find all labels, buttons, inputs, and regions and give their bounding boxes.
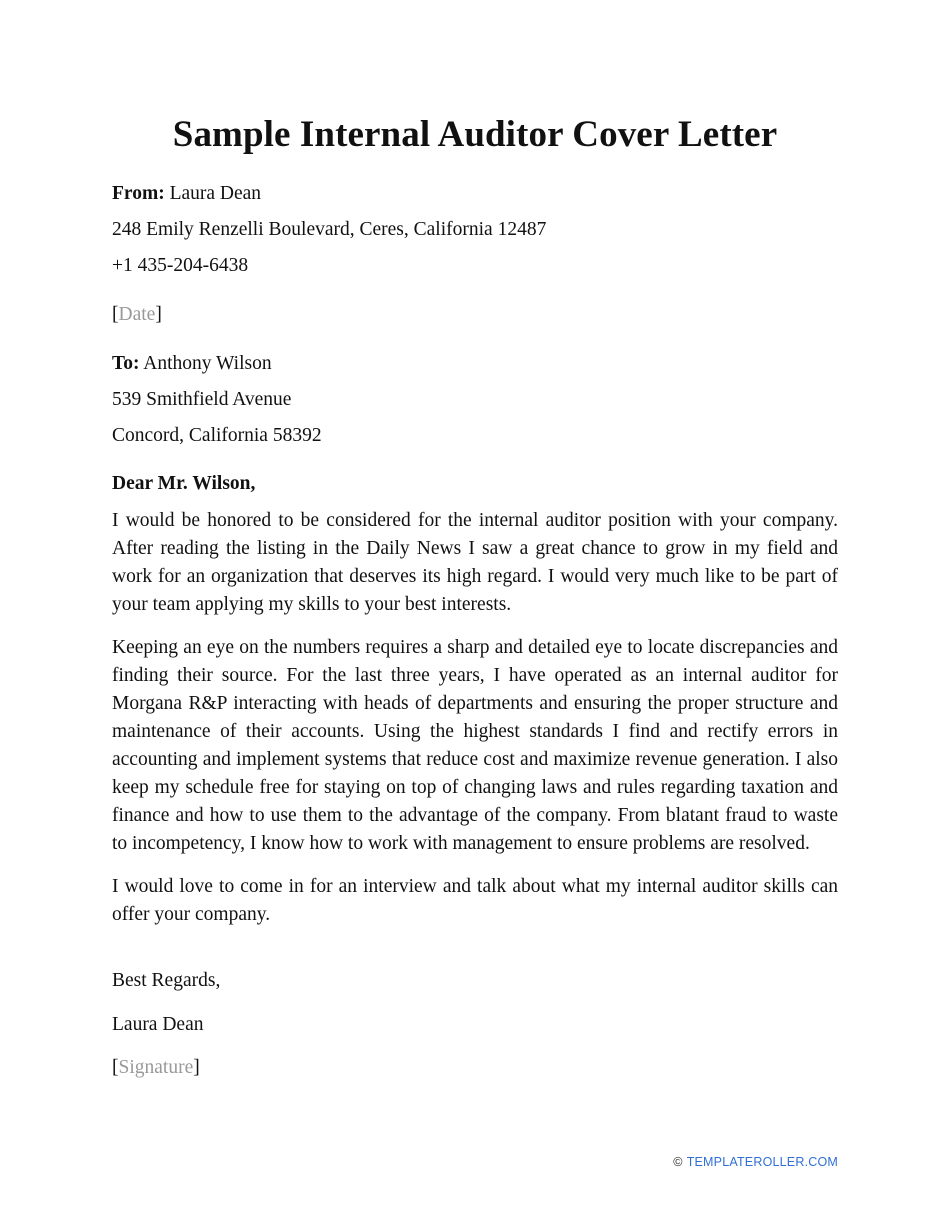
signature-placeholder: Signature <box>118 1057 194 1078</box>
body-paragraph: I would love to come in for an interview and talk about what my internal auditor skills can offer your company. <box>112 876 838 925</box>
recipient-name: Anthony Wilson <box>143 353 272 374</box>
date-field: [Date] <box>112 304 162 325</box>
sender-address: 248 Emily Renzelli Boulevard, Ceres, California 12487 <box>112 219 547 240</box>
footer-link[interactable] <box>673 1155 838 1169</box>
to-label: To: <box>112 353 140 374</box>
date-placeholder: Date <box>118 304 156 325</box>
closing: Best Regards, <box>112 970 221 991</box>
sender-name: Laura Dean <box>169 183 262 204</box>
recipient-city: Concord, California 58392 <box>112 425 322 446</box>
body-paragraph: Keeping an eye on the numbers requires a sharp and detailed eye to locate discrepancies and finding their source. For the last three years, I have operated as an internal auditor for Morgana R&P interacting with heads of departments and ensuring the proper structure and maintenance of their accounts. Using the highest standards I find and rectify errors in accounting and implement systems that reduce cost and maximize revenue generation. I also keep my schedule free for staying on top of changing laws and rules regarding taxation and finance and how to use them to the advantage of the company. From blatant fraud to waste to incompetency, I know how to work with management to ensure problems are resolved. <box>112 637 838 854</box>
recipient-street: 539 Smithfield Avenue <box>112 389 292 410</box>
recipient-name-line <box>112 346 838 382</box>
signer-name: Laura Dean <box>112 1014 204 1035</box>
from-label: From: <box>112 183 165 204</box>
letter-body <box>112 176 838 1086</box>
copyright-icon: © <box>673 1155 683 1169</box>
signature-field: [Signature] <box>112 1057 200 1078</box>
sender-name-line <box>112 176 838 212</box>
salutation: Dear Mr. Wilson, <box>112 473 256 494</box>
body-paragraph: I would be honored to be considered for the internal auditor position with your company. After reading the listing in the Daily News I saw a great chance to grow in my field and work for an organization that deserves its high regard. I would very much like to be part of your team applying my skills to your best interests. <box>112 510 838 615</box>
brand-link-text: TEMPLATEROLLER.COM <box>686 1155 838 1169</box>
page-title: Sample Internal Auditor Cover Letter <box>172 114 778 155</box>
sender-phone: +1 435-204-6438 <box>112 255 249 276</box>
